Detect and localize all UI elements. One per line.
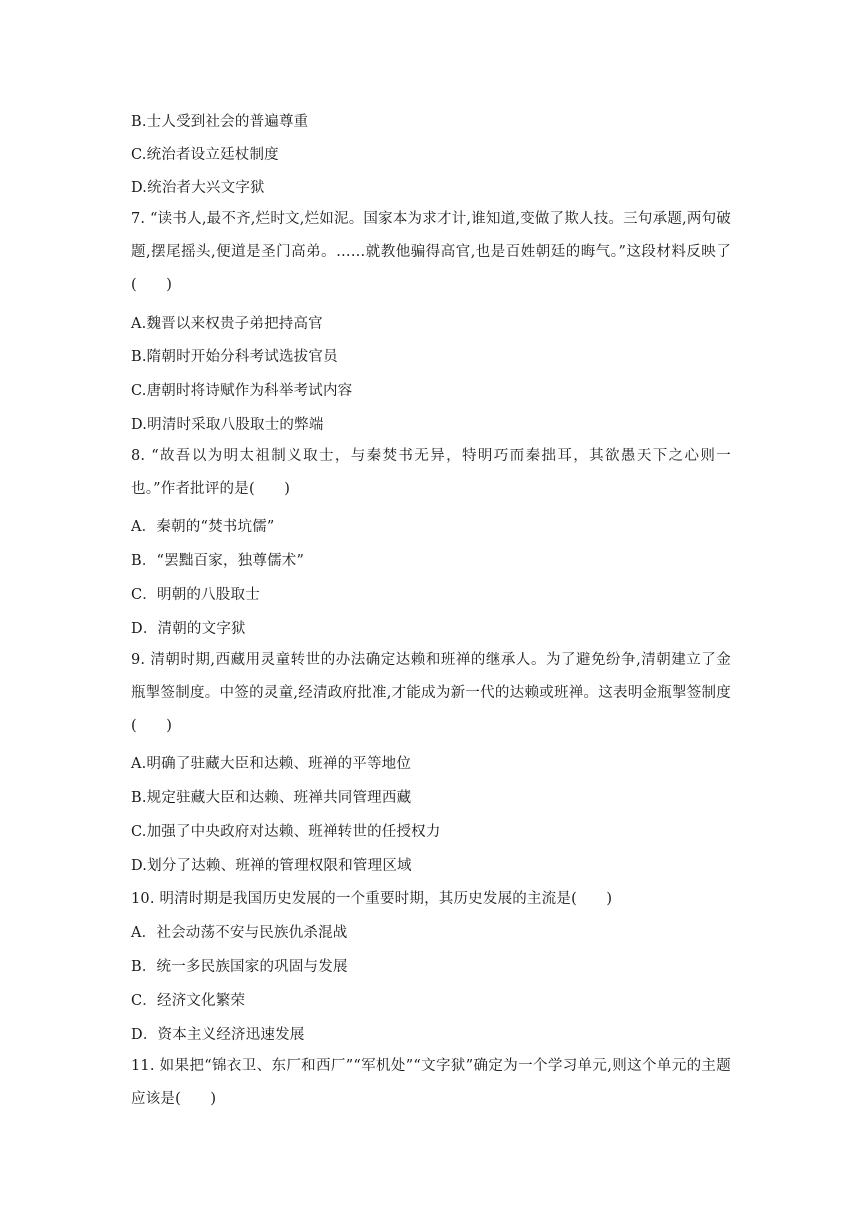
option-c-q8: C．明朝的八股取士 [131,587,260,603]
question-8-stem: 8. “故吾以为明太祖制义取士，与秦焚书无异，特明巧而秦拙耳，其欲愚天下之心则一也。”作者批评的是( ) [131,448,731,497]
option-d-q8: D．清朝的文字狱 [131,621,246,637]
option-d-q10: D．资本主义经济迅速发展 [131,1027,305,1043]
question-9-stem: 9. 清朝时期,西藏用灵童转世的办法确定达赖和班禅的继承人。为了避免纷争,清朝建立了金瓶掣签制度。中签的灵童,经清政府批准,才能成为新一代的达赖或班禅。这表明金瓶掣签制度( ) [131,652,731,734]
option-a-q8: A．秦朝的“焚书坑儒” [131,519,275,535]
option-a-q7: A.魏晋以来权贵子弟把持高官 [131,316,323,332]
option-c-q7: C.唐朝时将诗赋作为科举考试内容 [131,383,353,399]
option-b-q6: B.士人受到社会的普遍尊重 [131,114,309,130]
question-10-stem: 10. 明清时期是我国历史发展的一个重要时期，其历史发展的主流是( ) [131,891,613,907]
option-d-q6: D.统治者大兴文字狱 [131,180,265,196]
option-c-q9: C.加强了中央政府对达赖、班禅转世的任授权力 [131,824,441,840]
question-11-stem: 11. 如果把“锦衣卫、东厂和西厂”“军机处”“文字狱”确定为一个学习单元,则这个单元的主题应该是( ) [131,1058,731,1107]
option-b-q9: B.规定驻藏大臣和达赖、班禅共同管理西藏 [131,790,412,806]
option-d-q7: D.明清时采取八股取士的弊端 [131,417,324,433]
option-d-q9: D.划分了达赖、班禅的管理权限和管理区域 [131,858,412,874]
question-7-stem: 7. “读书人,最不齐,烂时文,烂如泥。国家本为求才计,谁知道,变做了欺人技。三句承题,两句破题,摆尾摇头,便道是圣门高弟。……就教他骗得高官,也是百姓朝廷的晦气。”这段材料反映了( ) [131,211,731,293]
option-a-q9: A.明确了驻藏大臣和达赖、班禅的平等地位 [131,756,412,772]
option-c-q6: C.统治者设立廷杖制度 [131,147,279,163]
option-a-q10: A．社会动荡不安与民族仇杀混战 [131,925,348,941]
option-c-q10: C．经济文化繁荣 [131,993,246,1009]
option-b-q10: B．统一多民族国家的巩固与发展 [131,959,348,975]
option-b-q7: B.隋朝时开始分科考试选拔官员 [131,349,338,365]
option-b-q8: B．“罢黜百家，独尊儒术” [131,553,305,569]
